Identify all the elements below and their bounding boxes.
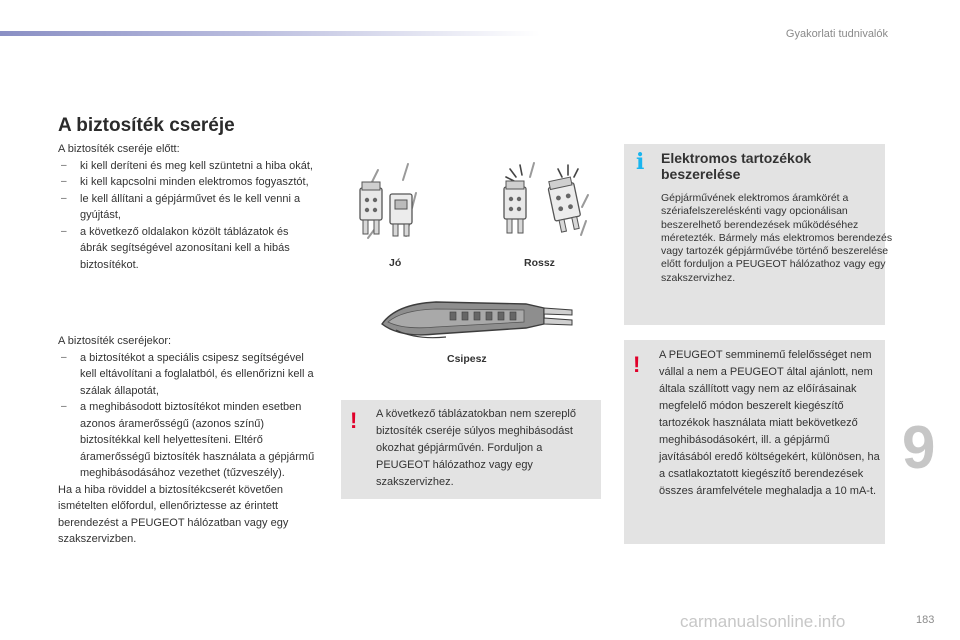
chapter-number: 9: [902, 414, 936, 481]
page-title: A biztosíték cseréje: [58, 115, 235, 136]
list-item: – a meghibásodott biztosítékot minden esetben azonos áramerősségű (azonos színű) biztosítékkal kell helyettesíteni. Eltérő áramerősségű biztosíték használata a gépjármű meghibásodásához vezethet (tűzveszély).: [58, 399, 316, 482]
list-item: – a biztosítékot a speciális csipesz segítségével kell eltávolítani a foglalatból, és ellenőrizni kell a szálak állapotát,: [58, 350, 316, 400]
warning-right-text: A PEUGEOT semminemű felelősséget nem vállal a nem a PEUGEOT által ajánlott, nem általa szállított vagy nem az előírásainak megfelelő módon beszerelt kiegészítő tartozékok használata miatt bekövetkező meghibásodásokért, ill. a gépjármű javításából eredő költségekért, különösen, ha a csatlakoztatott kiegészítő berendezések összes áramfelvétele meghaladja a 10 mA-t.: [659, 349, 880, 497]
during-list: [58, 350, 316, 482]
caption-good: Jó: [389, 257, 402, 269]
fuse-bad-illustration: [496, 155, 596, 250]
exclamation-icon: !: [633, 352, 641, 377]
list-item: – a következő oldalakon közölt táblázatok és ábrák segítségével azonosítani kell a hibás biztosítékot.: [58, 224, 316, 274]
exclamation-icon: !: [350, 408, 358, 433]
warning-box-right: [624, 340, 885, 544]
section-header: Gyakorlati tudnivalók: [785, 28, 888, 40]
info-body: Gépjárművének elektromos áramkörét a szériafelszereléskénti vagy opcionálisan beszerelhető berendezések működéséhez méretezték. Bármely más elektromos berendezés vagy tartozék gépjárművébe történő beszerelése előtt forduljon a PEUGEOT hálózathoz vagy egy szakszervizhez.: [661, 192, 893, 284]
info-icon: i: [636, 149, 645, 175]
fuse-good-right: [390, 194, 412, 236]
caption-bad: Rossz: [524, 257, 555, 269]
info-title: Elektromos tartozékok beszerelése: [661, 150, 812, 182]
page-number: 183: [916, 614, 935, 626]
before-section: [58, 141, 316, 273]
info-box: [624, 144, 893, 325]
watermark: carmanualsonline.info: [680, 612, 846, 631]
tweezers-illustration: [376, 290, 578, 348]
warning-box-center: [341, 400, 601, 499]
list-item: – le kell állítani a gépjárművet és le kell venni a gyújtást,: [58, 191, 316, 224]
before-intro: A biztosíték cseréje előtt:: [58, 143, 180, 155]
fuse-bad-left: [504, 181, 526, 233]
warning-center-text: A következő táblázatokban nem szereplő biztosíték cseréje súlyos meghibásodást okozhat gépjárművén. Forduljon a PEUGEOT hálózathoz vagy egy szakszervizhez.: [376, 408, 576, 488]
before-list: [58, 158, 316, 274]
caption-tweezers: Csipesz: [447, 353, 487, 365]
during-outro: Ha a hiba röviddel a biztosítékcserét követően ismételten előfordul, ellenőriztesse az érintett berendezést a PEUGEOT hálózatban vagy egy szakszervizben.: [58, 483, 289, 545]
fuse-good-illustration: [350, 158, 450, 248]
fuse-good-left: [360, 182, 382, 234]
fuse-bad-right: [547, 177, 583, 233]
list-item: – ki kell deríteni és meg kell szüntetni a hiba okát,: [58, 158, 316, 175]
header-bar: [0, 31, 540, 36]
during-section: [58, 333, 316, 548]
list-item: – ki kell kapcsolni minden elektromos fogyasztót,: [58, 174, 316, 191]
during-intro: A biztosíték cseréjekor:: [58, 335, 172, 347]
